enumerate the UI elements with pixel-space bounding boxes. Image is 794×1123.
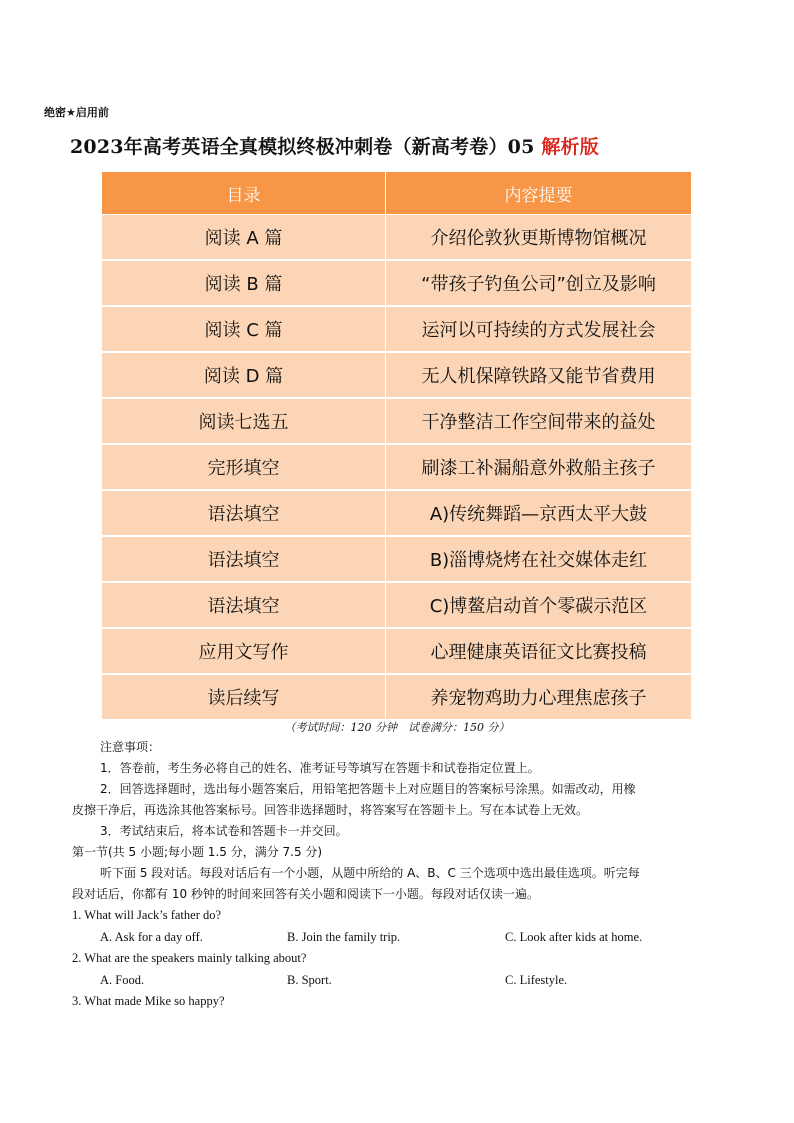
table-header-row xyxy=(102,172,692,215)
table-cell-section: 语法填空 xyxy=(102,536,386,582)
table-cell-summary: A)传统舞蹈—京西太平大鼓 xyxy=(386,490,692,536)
note-2-line-2: 皮擦干净后，再选涂其他答案标号。回答非选择题时，将答案写在答题卡上。写在本试卷上无效。 xyxy=(72,803,589,817)
section-intro-line-2: 段对话后，你都有 10 秒钟的时间来回答有关小题和阅读下一小题。每段对话仅读一遍。 xyxy=(72,887,539,901)
table-row xyxy=(102,628,692,674)
section-intro-line-1: 听下面 5 段对话。每段对话后有一个小题，从题中所给的 A、B、C 三个选项中选出最佳选项。听完每 xyxy=(100,866,640,880)
table-cell-summary: 养宠物鸡助力心理焦虑孩子 xyxy=(386,674,692,720)
question-2-stem: 2. What are the speakers mainly talking about? xyxy=(72,951,307,965)
table-cell-section: 阅读 D 篇 xyxy=(102,352,386,398)
secret-mark: 绝密★启用前 xyxy=(44,106,109,119)
table-cell-summary: C)博鳌启动首个零碳示范区 xyxy=(386,582,692,628)
exam-info: （考试时间：120 分钟 试卷满分：150 分） xyxy=(284,721,510,734)
contents-table xyxy=(101,171,692,721)
table-cell-summary: 刷漆工补漏船意外救船主孩子 xyxy=(386,444,692,490)
question-2-option-a: A. Food. xyxy=(100,973,145,987)
table-row xyxy=(102,306,692,352)
notes-heading: 注意事项： xyxy=(100,740,161,754)
table-cell-section: 语法填空 xyxy=(102,490,386,536)
table-row xyxy=(102,444,692,490)
question-2-option-c: C. Lifestyle. xyxy=(505,973,568,987)
table-row xyxy=(102,490,692,536)
question-2-option-b: B. Sport. xyxy=(287,973,332,987)
table-cell-summary: 介绍伦敦狄更斯博物馆概况 xyxy=(386,215,692,261)
table-row xyxy=(102,260,692,306)
question-3-stem: 3. What made Mike so happy? xyxy=(72,994,225,1008)
table-cell-section: 阅读 A 篇 xyxy=(102,215,386,261)
table-header-contents: 目录 xyxy=(102,172,386,215)
table-row xyxy=(102,536,692,582)
table-row xyxy=(102,215,692,261)
table-cell-summary: 干净整洁工作空间带来的益处 xyxy=(386,398,692,444)
table-cell-section: 阅读 C 篇 xyxy=(102,306,386,352)
table-row xyxy=(102,352,692,398)
question-1-stem: 1. What will Jack’s father do? xyxy=(72,908,222,922)
table-cell-section: 读后续写 xyxy=(102,674,386,720)
page-title xyxy=(70,132,730,159)
note-3: 3．考试结束后，将本试卷和答题卡一并交回。 xyxy=(100,824,348,838)
table-cell-summary: 运河以可持续的方式发展社会 xyxy=(386,306,692,352)
question-1-option-c: C. Look after kids at home. xyxy=(505,930,643,944)
table-cell-section: 应用文写作 xyxy=(102,628,386,674)
question-1-option-a: A. Ask for a day off. xyxy=(100,930,203,944)
table-cell-summary: 无人机保障铁路又能节省费用 xyxy=(386,352,692,398)
table-row xyxy=(102,582,692,628)
note-2-line-1: 2．回答选择题时，选出每小题答案后，用铅笔把答题卡上对应题目的答案标号涂黑。如需改动，用橡 xyxy=(100,782,636,796)
section-heading: 第一节(共 5 小题;每小题 1.5 分，满分 7.5 分) xyxy=(72,845,323,859)
table-cell-section: 阅读 B 篇 xyxy=(102,260,386,306)
question-1-option-b: B. Join the family trip. xyxy=(287,930,401,944)
table-cell-section: 阅读七选五 xyxy=(102,398,386,444)
title-highlight: 解析版 xyxy=(541,136,599,158)
table-cell-section: 语法填空 xyxy=(102,582,386,628)
table-cell-summary: “带孩子钓鱼公司”创立及影响 xyxy=(386,260,692,306)
table-cell-summary: 心理健康英语征文比赛投稿 xyxy=(386,628,692,674)
note-1: 1．答卷前，考生务必将自己的姓名、准考证号等填写在答题卡和试卷指定位置上。 xyxy=(100,761,540,775)
table-cell-summary: B)淄博烧烤在社交媒体走红 xyxy=(386,536,692,582)
table-row xyxy=(102,674,692,720)
table-row xyxy=(102,398,692,444)
table-header-summary: 内容提要 xyxy=(386,172,692,215)
title-main: 2023年高考英语全真模拟终极冲刺卷（新高考卷）05 xyxy=(70,136,535,158)
table-cell-section: 完形填空 xyxy=(102,444,386,490)
